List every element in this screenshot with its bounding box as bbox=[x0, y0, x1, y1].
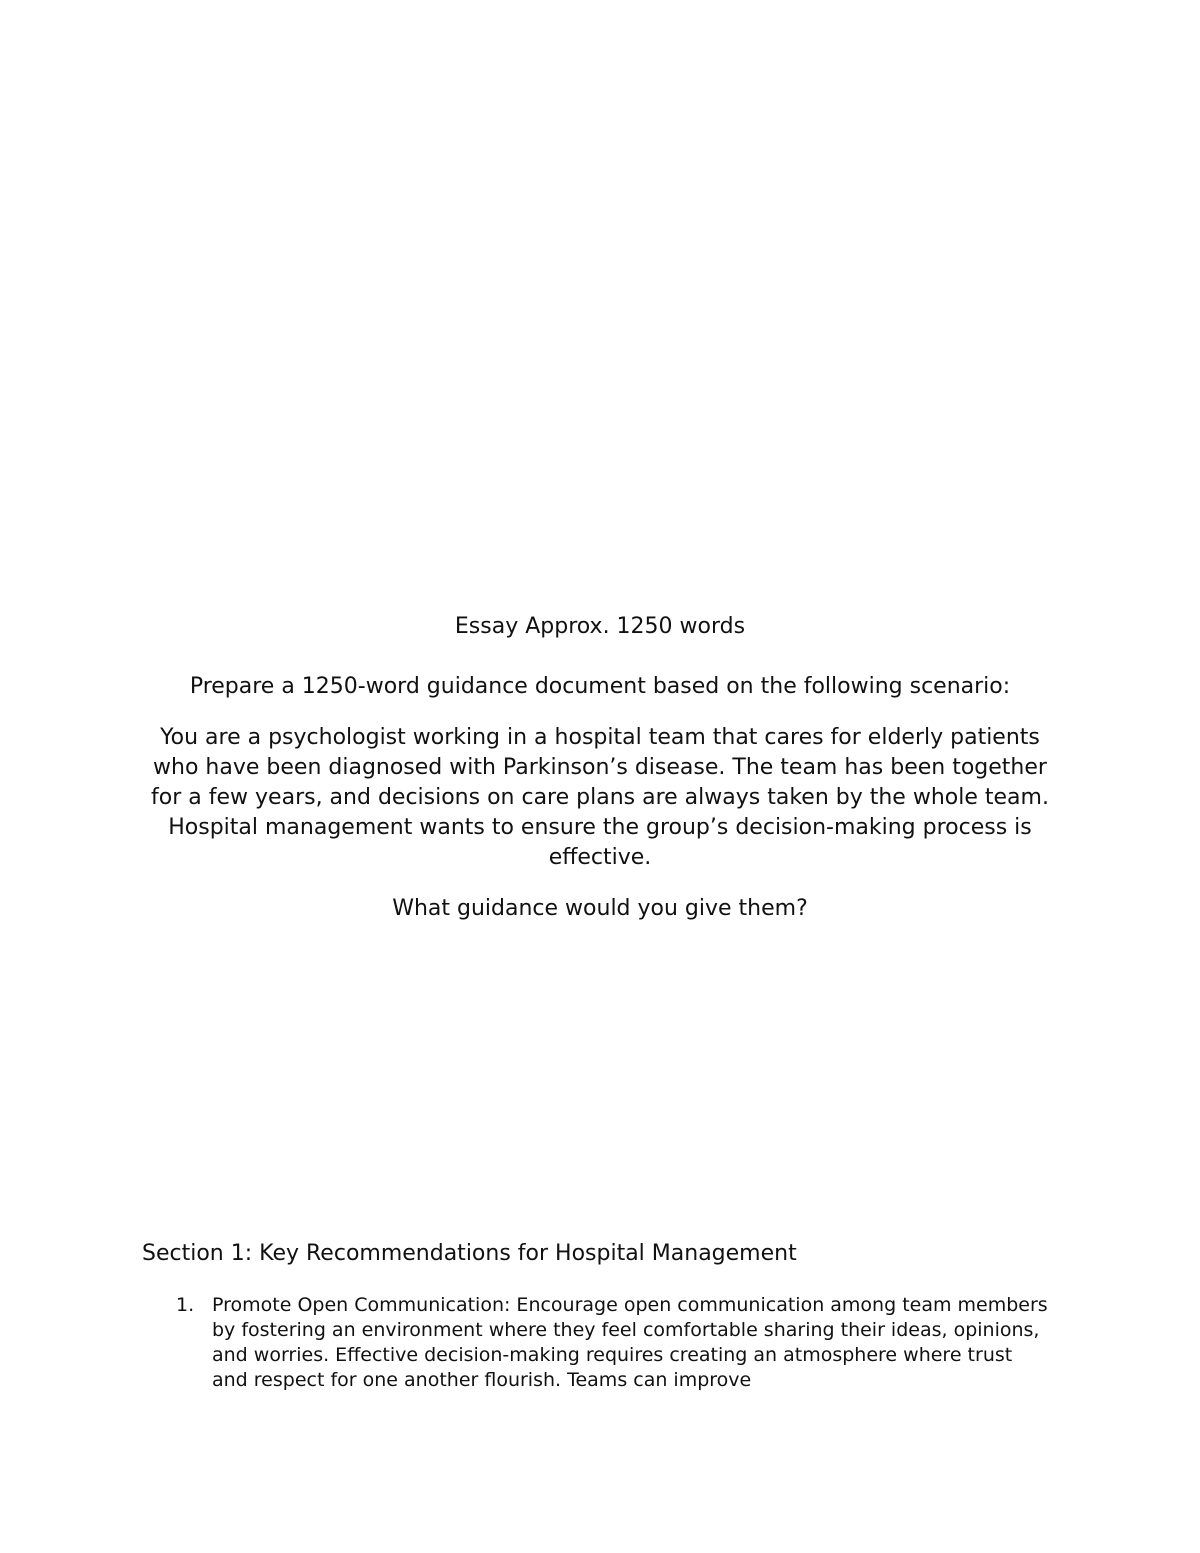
list-item-text: Promote Open Communication: Encourage open communication among team members by fostering an environment where they feel comfortable sharing their ideas, opinions, and worries. Effective decision-making requires creating an atmosphere where trust and respect for one another flourish. Teams can improve bbox=[212, 1294, 1048, 1391]
guidance-question: What guidance would you give them? bbox=[392, 896, 808, 921]
list-item-number: 1. bbox=[176, 1294, 195, 1316]
essay-title: Essay Approx. 1250 words bbox=[454, 614, 746, 639]
section-heading: Section 1: Key Recommendations for Hospital Management bbox=[142, 1241, 797, 1266]
list-item bbox=[170, 1293, 1050, 1393]
recommendations-list bbox=[170, 1293, 1050, 1393]
essay-prompt: Prepare a 1250-word guidance document based on the following scenario: bbox=[189, 674, 1011, 699]
scenario-paragraph: You are a psychologist working in a hospital team that cares for elderly patients who have been diagnosed with Parkinson’s disease. The team has been together for a few years, and decisions on care plans are always taken by the whole team. Hospital management wants to ensure the group’s decision-making process is effective. bbox=[151, 725, 1049, 870]
